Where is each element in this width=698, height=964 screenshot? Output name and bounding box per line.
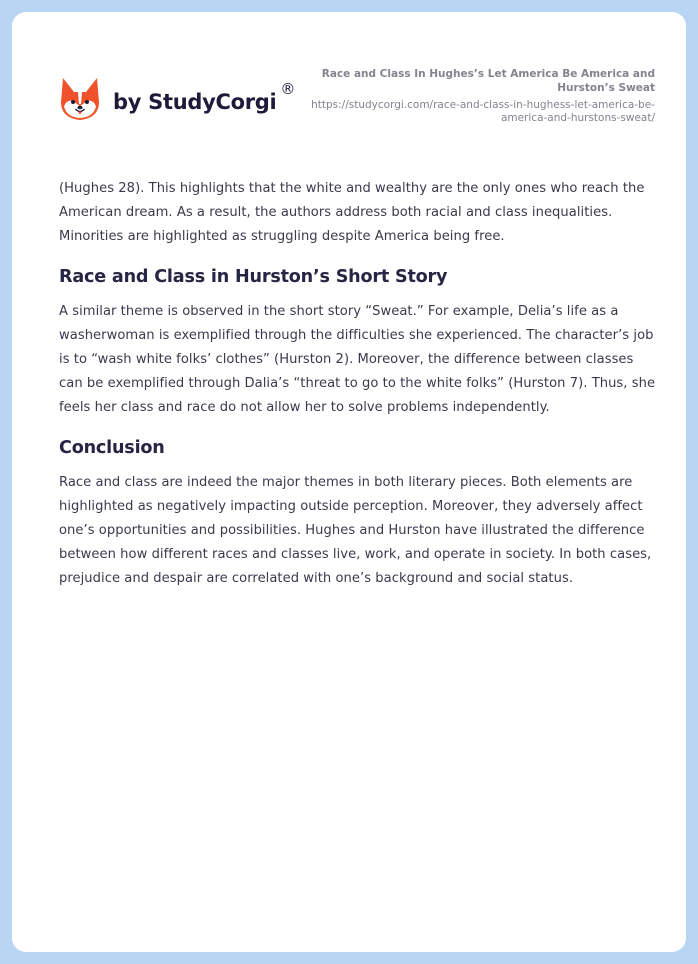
section-heading-conclusion: Conclusion [59, 438, 165, 458]
registered-mark: ® [280, 80, 296, 98]
document-title: Race and Class In Hughes’s Let America Be America and Hurston’s Sweat [321, 68, 655, 94]
section-heading-hurston: Race and Class in Hurston’s Short Story [59, 267, 448, 287]
document-page [12, 12, 686, 952]
paragraph: Race and class are indeed the major themes in both literary pieces. Both elements are highlighted as negatively impacting outside perception. Moreover, they adversely affect one’s opportunities and possibilities. Hughes and Hurston have illustrated the difference between how different races and classes live, work, and operate in society. In both cases, prejudice and despair are correlated with one’s background and social status. [59, 475, 652, 586]
document-url[interactable]: https://studycorgi.com/race-and-class-in-hughess-let-america-be-america-and-hurstons-sweat/ [311, 99, 655, 124]
logo-text: by StudyCorgi [113, 90, 277, 114]
article-body [59, 177, 659, 591]
paragraph: A similar theme is observed in the short story “Sweat.” For example, Delia’s life as a washerwoman is exemplified through the difficulties she experienced. The character’s job is to “wash white folks’ clothes” (Hurston 2). Moreover, the difference between classes can be exemplified through Dalia’s “threat to go to the white folks” (Hurston 7). Thus, she feels her class and race do not allow her to solve problems independently. [59, 304, 656, 415]
corgi-icon [60, 76, 100, 122]
studycorgi-logo[interactable] [60, 76, 295, 122]
paragraph: (Hughes 28). This highlights that the white and wealthy are the only ones who reach the American dream. As a result, the authors address both racial and class inequalities. Minorities are highlighted as struggling despite America being free. [59, 181, 645, 244]
document-meta [295, 67, 655, 125]
